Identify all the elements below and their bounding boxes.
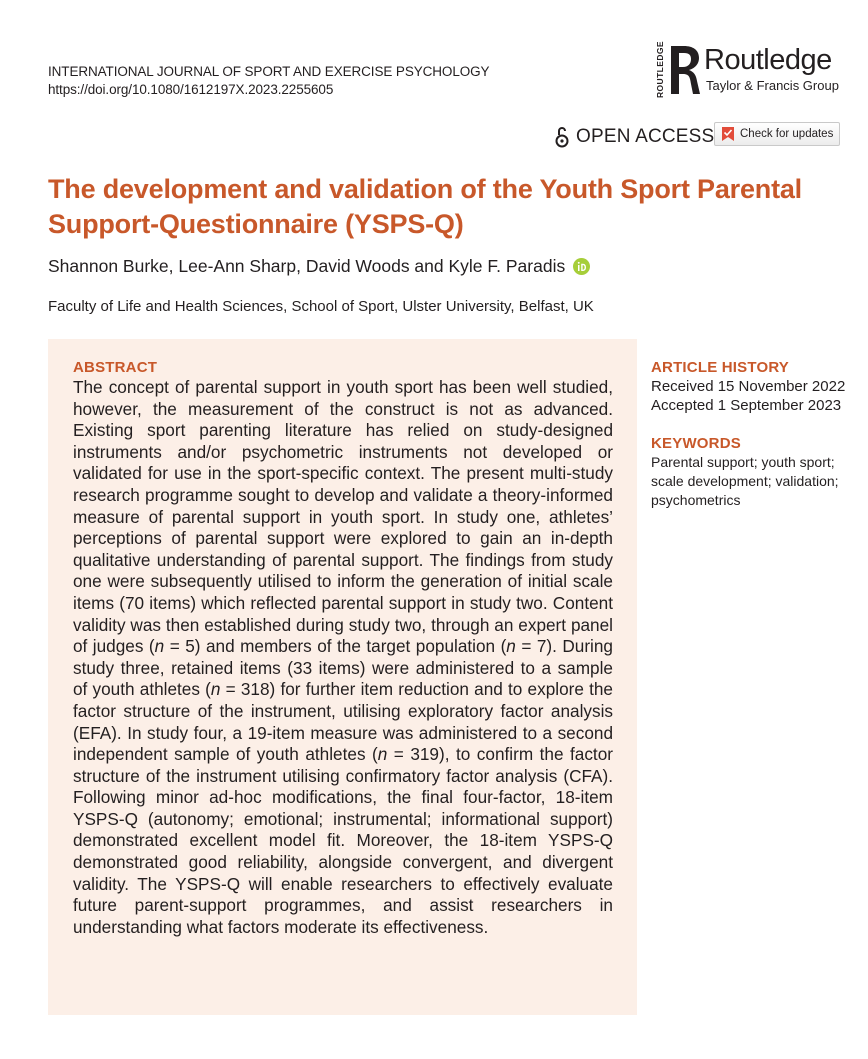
title-line-2: Support-Questionnaire (YSPS-Q) — [48, 209, 464, 239]
open-access-label: OPEN ACCESS — [576, 126, 715, 147]
journal-name: INTERNATIONAL JOURNAL OF SPORT AND EXERCISE PSYCHOLOGY — [48, 64, 490, 79]
journal-header — [48, 63, 489, 99]
open-lock-icon — [555, 126, 569, 148]
abstract-text: The concept of parental support in youth sport has been well studied, however, the measurement of the construct is not as advanced. Existing sport parenting literature has relied on study-designed instruments and/or psychometric instruments not developed or validated for use in the sport-specific context. The present multi-study research programme sought to develop and validate a theory-informed measure of parental support in youth sport. In study one, athletes’ perceptions of parental support were explored to gain an in-depth qualitative understanding of parental support. The findings from study one were subsequently utilised to inform the generation of initial scale items (70 items) which reflected parental support in study two. Content validity was then established during study two, through an expert panel of judges (n = 5) and members of the target population (n = 7). During study three, retained items (33 items) were administered to a sample of youth athletes (n = 318) for further item reduction and to explore the factor structure of the instrument, utilising exploratory factor analysis (EFA). In study four, a 19-item measure was administered to a second independent sample of youth athletes (n = 319), to confirm the factor structure of the instrument utilising confirmatory factor analysis (CFA). Following minor ad-hoc modifications, the final four-factor, 18-item YSPS-Q (autonomy; emotional; instrumental; informational support) demonstrated excellent model fit. Moreover, the 18-item YSPS-Q demonstrated good reliability, alongside convergent, and divergent validity. The YSPS-Q will enable researchers to effectively evaluate future parent-support programmes, and assist researchers in understanding what factors moderate its effectiveness. — [73, 377, 613, 937]
article-history-heading: ARTICLE HISTORY — [651, 359, 790, 376]
open-access-badge — [555, 126, 714, 148]
publisher-name: Routledge — [704, 44, 832, 76]
check-for-updates-button[interactable] — [714, 122, 840, 146]
publisher-vertical-label: ROUTLEDGE — [655, 41, 665, 98]
routledge-logo[interactable] — [655, 42, 845, 98]
abstract-box — [48, 339, 637, 1015]
abstract-heading: ABSTRACT — [73, 359, 158, 376]
keywords-heading: KEYWORDS — [651, 435, 741, 452]
crossmark-icon — [721, 126, 735, 142]
check-for-updates-label: Check for updates — [740, 128, 834, 140]
keywords-text: Parental support; youth sport; scale development; validation; psychometrics — [651, 454, 839, 508]
routledge-r-icon — [669, 44, 701, 96]
article-title — [48, 172, 848, 242]
accepted-date: Accepted 1 September 2023 — [651, 397, 842, 414]
title-line-1: The development and validation of the Youth Sport Parental — [48, 174, 802, 204]
publisher-group: Taylor & Francis Group — [706, 78, 839, 93]
affiliation: Faculty of Life and Health Sciences, School of Sport, Ulster University, Belfast, UK — [48, 298, 594, 315]
keywords-section — [651, 435, 851, 510]
doi-link[interactable]: https://doi.org/10.1080/1612197X.2023.2255605 — [48, 82, 334, 97]
authors-text: Shannon Burke, Lee-Ann Sharp, David Woods and Kyle F. Paradis — [48, 256, 566, 276]
received-date: Received 15 November 2022 — [651, 378, 846, 395]
orcid-icon[interactable] — [573, 258, 590, 275]
author-list — [48, 256, 590, 277]
article-history — [651, 359, 851, 415]
